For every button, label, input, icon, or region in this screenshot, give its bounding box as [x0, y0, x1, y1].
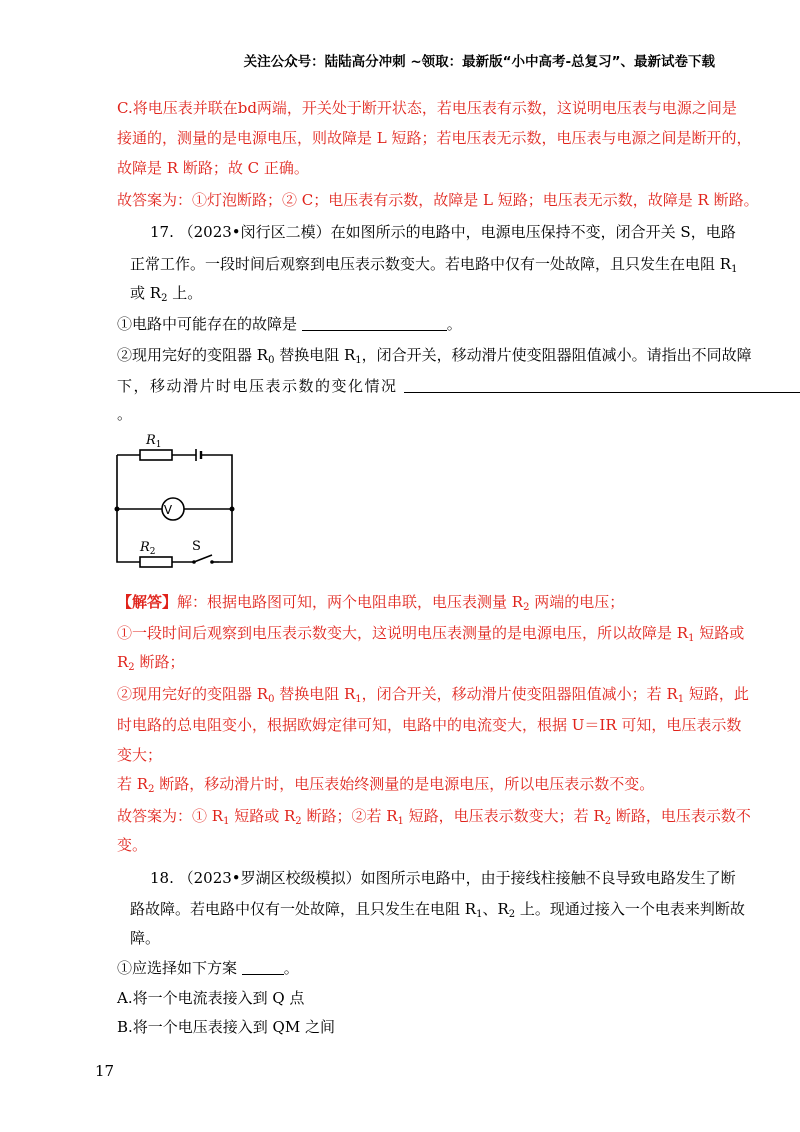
page-number: 17: [95, 1062, 115, 1080]
question-17-text: 正常工作。一段时间后观察到电压表示数变大。若电路中仅有一处故障，且只发生在电阻 $R_1$: [130, 255, 738, 275]
option-b: B.将一个电压表接入到 QM 之间: [117, 1018, 335, 1036]
answer-line: 故答案为：①灯泡断路；② C；电压表有示数，故障是 L 短路；电压表无示数，故障是 R 断路。: [117, 191, 759, 209]
solution-line: 【解答】解：根据电路图可知，两个电阻串联，电压表测量 $R_2$ 两端的电压；: [117, 593, 625, 613]
answer-line: 故答案为：① $R_1$ 短路或 $R_2$ 断路；②若 $R_1$ 短路，电压表示数变大；若 $R_2$ 断路，电压表示数不: [117, 807, 751, 827]
r2-label: $R_2$: [140, 540, 156, 557]
solution-line: 时电路的总电阻变小，根据欧姆定律可知，电路中的电流变大，根据 U＝IR 可知，电压表示数: [117, 716, 742, 734]
question-17-part1: ①电路中可能存在的故障是 。: [117, 315, 462, 333]
question-18-title: 18. （2023•罗湖区校级模拟）如图所示电路中，由于接线柱接触不良导致电路发生了断: [150, 869, 736, 887]
solution-line: 变大；: [117, 746, 163, 764]
solution-line: ②现用完好的变阻器 $R_0$ 替换电阻 $R_1$，闭合开关，移动滑片使变阻器阻值减小；若 $R_1$ 短路，此: [117, 685, 749, 705]
solution-line: $R_2$ 断路；: [117, 653, 185, 673]
junction-dot: [115, 507, 120, 512]
switch-label: S: [192, 539, 201, 554]
text-line: C.将电压表并联在bd两端，开关处于断开状态，若电压表有示数，这说明电压表与电源之间是: [117, 99, 737, 117]
option-a: A.将一个电流表接入到 Q 点: [117, 989, 305, 1007]
junction-dot: [230, 507, 235, 512]
answer-blank[interactable]: [242, 960, 284, 975]
r1-label: $R_1$: [146, 433, 162, 450]
question-17-part2: ②现用完好的变阻器 $R_0$ 替换电阻 $R_1$，闭合开关，移动滑片使变阻器阻值减小。请指出不同故障: [117, 346, 752, 366]
question-18-text: 障。: [130, 929, 161, 947]
voltmeter-label: V: [163, 503, 173, 517]
answer-blank[interactable]: [404, 378, 800, 393]
solution-line: 若 $R_2$ 断路，移动滑片时，电压表始终测量的是电源电压，所以电压表示数不变。: [117, 775, 655, 795]
circuit-diagram: [112, 430, 242, 575]
question-18-text: 路故障。若电路中仅有一处故障，且只发生在电阻 $R_1$、$R_2$ 上。现通过接入一个电表来判断故: [130, 900, 745, 920]
answer-blank[interactable]: [302, 316, 447, 331]
text-line: 。: [117, 405, 133, 423]
solution-line: ①一段时间后观察到电压表示数变大，这说明电压表测量的是电源电压，所以故障是 $R_1$ 短路或: [117, 624, 745, 644]
page-header: 关注公众号：陆陆高分冲刺 ~领取：最新版“小中高考-总复习”、最新试卷下载: [243, 54, 715, 70]
answer-line: 变。: [117, 836, 148, 854]
question-17-part2-cont: 下，移动滑片时电压表示数的变化情况: [117, 376, 800, 396]
text-line: 故障是 R 断路；故 C 正确。: [117, 159, 309, 177]
question-17-text: 或 $R_2$ 上。: [130, 284, 203, 304]
text-line: 接通的，测量的是电源电压，则故障是 L 短路；若电压表无示数，电压表与电源之间是断开的，: [117, 129, 752, 147]
question-18-part1: ①应选择如下方案 。: [117, 959, 299, 977]
question-17-title: 17. （2023•闵行区二模）在如图所示的电路中，电源电压保持不变，闭合开关 S，电路: [150, 223, 736, 241]
